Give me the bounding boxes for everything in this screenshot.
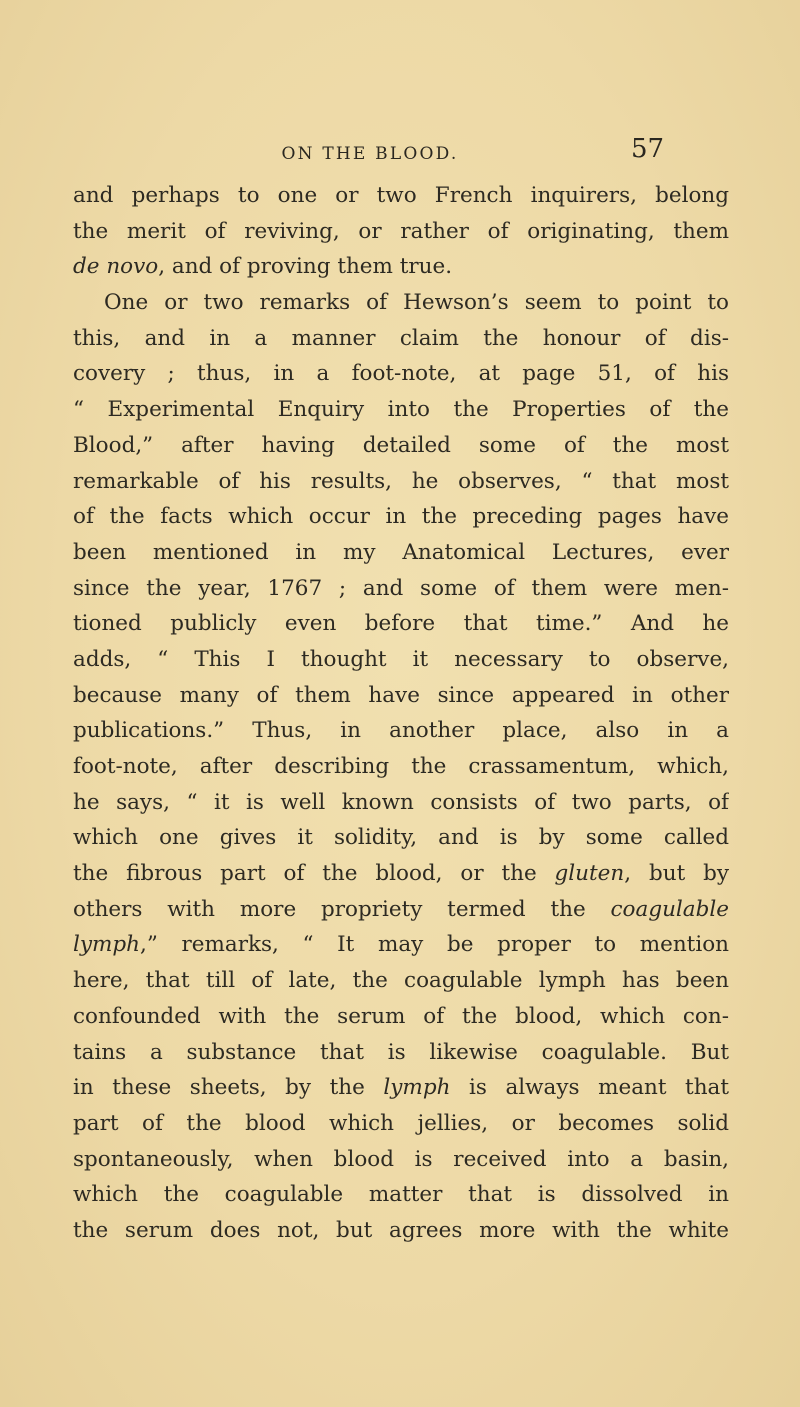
text-segment: and perhaps to one or two French inquirers, belong — [73, 183, 729, 208]
text-line — [73, 1213, 729, 1249]
text-segment: , and of proving them true. — [158, 254, 453, 280]
text-segment: confounded with the serum of the blood, which con- — [73, 1003, 729, 1029]
italic-text: coagulable — [610, 896, 729, 922]
text-segment: since the year, 1767 ; and some of them were men- — [73, 575, 729, 601]
text-segment: , but by — [624, 861, 729, 887]
italic-text: gluten — [554, 861, 625, 887]
italic-text: lymph — [383, 1075, 451, 1101]
text-line — [73, 606, 729, 642]
text-segment: tains a substance that is likewise coagulable. But — [73, 1039, 729, 1065]
text-segment: this, and in a manner claim the honour of dis- — [73, 325, 729, 351]
text-line — [73, 285, 729, 321]
italic-text: de novo — [73, 254, 159, 280]
text-line — [73, 713, 729, 749]
text-line — [73, 464, 729, 500]
text-segment: others with more propriety termed the — [73, 896, 611, 922]
text-segment: part of the blood which jellies, or becomes solid — [73, 1110, 729, 1136]
text-segment: in these sheets, by the — [73, 1075, 384, 1101]
text-segment: remarkable of his results, he observes, “ that most — [73, 468, 729, 494]
text-line — [73, 499, 729, 535]
text-line — [73, 749, 729, 785]
text-segment: adds, “ This I thought it necessary to observe, — [73, 646, 729, 672]
text-segment: he says, “ it is well known consists of two parts, of — [73, 789, 729, 815]
text-segment: which one gives it solidity, and is by some called — [73, 825, 729, 851]
text-segment: “ Experimental Enquiry into the Properties of the — [73, 397, 729, 423]
text-line — [73, 535, 729, 571]
body-text — [73, 178, 729, 1249]
text-segment: foot-note, after describing the crassamentum, which, — [73, 754, 729, 779]
text-segment: which the coagulable matter that is dissolved in — [73, 1182, 729, 1208]
italic-text: lymph — [73, 932, 141, 958]
text-segment: Blood,” after having detailed some of the most — [73, 432, 729, 458]
page-number: 57 — [631, 134, 665, 164]
text-segment: the merit of reviving, or rather of originating, them — [73, 218, 729, 244]
text-segment: the fibrous part of the blood, or the — [73, 861, 555, 887]
text-line — [73, 927, 729, 963]
text-line — [73, 571, 729, 607]
text-line — [73, 856, 729, 892]
text-segment: been mentioned in my Anatomical Lectures, ever — [73, 539, 729, 565]
page-header — [0, 134, 800, 170]
text-line — [73, 392, 729, 428]
text-line — [73, 642, 729, 678]
text-line — [73, 1035, 729, 1071]
text-segment: of the facts which occur in the preceding pages have — [73, 504, 729, 530]
text-line — [73, 999, 729, 1035]
text-line — [73, 428, 729, 464]
text-line — [73, 1142, 729, 1178]
text-line — [73, 356, 729, 392]
text-line — [73, 321, 729, 357]
text-line — [73, 1106, 729, 1142]
text-line — [73, 1177, 729, 1213]
text-line — [73, 963, 729, 999]
text-line — [73, 249, 729, 285]
text-segment: is always meant that — [450, 1075, 729, 1101]
text-segment: the serum does not, but agrees more with the white — [73, 1217, 729, 1243]
text-line — [73, 892, 729, 928]
text-line — [73, 820, 729, 856]
text-line — [73, 678, 729, 714]
text-segment: One or two remarks of Hewson’s seem to point to — [104, 290, 729, 316]
text-segment: covery ; thus, in a foot-note, at page 51, of his — [73, 361, 729, 387]
text-segment: spontaneously, when blood is received into a basin, — [73, 1146, 729, 1172]
text-line — [73, 178, 729, 214]
text-segment: tioned publicly even before that time.” And he — [73, 611, 729, 637]
text-segment: ,” remarks, “ It may be proper to mention — [140, 932, 729, 958]
text-line — [73, 214, 729, 250]
text-line — [73, 785, 729, 821]
text-segment: because many of them have since appeared in other — [73, 682, 729, 708]
running-head: ON THE BLOOD. — [281, 144, 459, 164]
text-segment: here, that till of late, the coagulable lymph has been — [73, 968, 729, 994]
text-line — [73, 1070, 729, 1106]
text-segment: publications.” Thus, in another place, also in a — [73, 718, 729, 744]
